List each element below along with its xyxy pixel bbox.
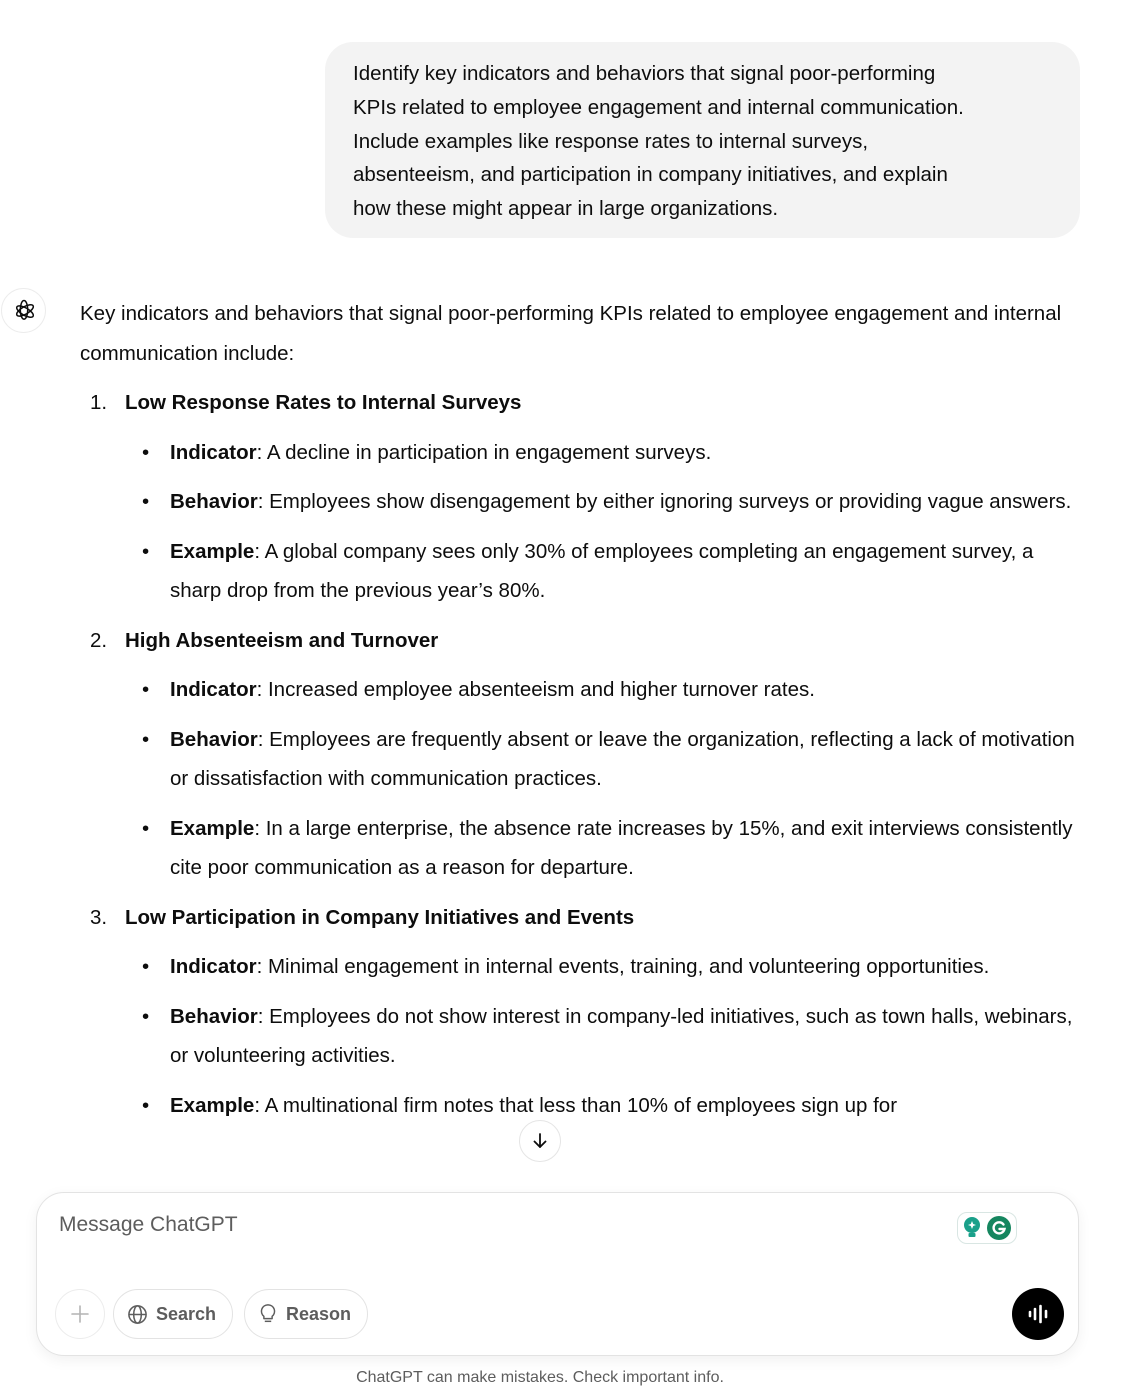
lightbulb-extension-icon[interactable] [962,1216,982,1240]
section-number: 3. [90,905,108,929]
user-message-line: how these might appear in large organizations. [353,197,779,221]
bullet-icon: • [142,440,150,464]
bullet-label: Behavior [170,1004,258,1028]
bullet-text: : Employees do not show interest in company-led initiatives, such as town halls, webinars, or volunteering activities. [170,1004,1073,1067]
section-title: Low Response Rates to Internal Surveys [125,391,522,414]
bullet-label: Behavior [170,490,258,513]
bullet-icon: • [142,816,150,840]
browser-extension-badges[interactable] [957,1212,1017,1244]
user-message-line: absenteeism, and participation in company initiatives, and explain [353,163,948,187]
bullet-icon: • [142,727,150,751]
section-item [80,383,1080,611]
voice-waveform-icon [1025,1301,1051,1327]
bullet-label: Example [170,816,255,840]
assistant-avatar [1,288,46,333]
section-item [80,898,1080,1126]
openai-logo-icon [10,297,38,325]
bullet-text: : Employees show disengagement by either ignoring surveys or providing vague answers. [257,490,1072,513]
assistant-intro: Key indicators and behaviors that signal poor-performing KPIs related to employee engagement and internal communication include: [80,302,1062,365]
section-number: 2. [90,628,108,652]
bullet-item [142,720,1080,799]
section-title: High Absenteeism and Turnover [125,628,439,652]
bullet-label: Example [170,539,255,563]
search-button-label: Search [156,1303,217,1324]
assistant-message [80,294,1080,1190]
scroll-to-bottom-button[interactable] [519,1120,561,1162]
lightbulb-icon [258,1303,278,1325]
user-message-bubble [325,42,1080,238]
bullet-icon: • [142,1004,150,1028]
bullet-text: : Minimal engagement in internal events, training, and volunteering opportunities. [256,955,990,978]
section-title: Low Participation in Company Initiatives and Events [125,905,635,929]
bullet-item [142,947,1080,987]
bullet-label: Behavior [170,727,258,751]
bullet-label: Indicator [170,440,257,464]
bullet-text: : Employees are frequently absent or leave the organization, reflecting a lack of motivation or dissatisfaction with communication practices. [170,727,1075,790]
bullet-icon: • [142,678,150,701]
message-input[interactable]: Message ChatGPT [59,1213,238,1236]
bullet-text: : A multinational firm notes that less than 10% of employees sign up for [254,1093,898,1117]
voice-mode-button[interactable] [1012,1288,1064,1340]
bullet-item [142,532,1080,611]
section-item [80,621,1080,888]
reason-button[interactable] [244,1289,368,1339]
section-number: 1. [90,391,108,414]
user-message-line: Include examples like response rates to internal surveys, [353,129,869,153]
bullet-item [142,1086,1080,1126]
message-composer [36,1192,1079,1356]
bullet-icon: • [142,1093,150,1117]
bullet-item [142,809,1080,888]
bullet-text: : A global company sees only 30% of employees completing an engagement survey, a sharp drop from the previous year’s 80%. [170,539,1034,602]
bullet-label: Example [170,1093,255,1117]
bullet-label: Indicator [170,678,257,701]
indicator-list [80,383,1080,1125]
user-message-line: Identify key indicators and behaviors that signal poor-performing [353,62,936,85]
bullet-text: : Increased employee absenteeism and higher turnover rates. [256,678,815,701]
arrow-down-icon [530,1131,550,1151]
grammarly-icon[interactable] [986,1215,1012,1241]
bullet-icon: • [142,490,150,513]
search-button[interactable] [113,1289,233,1339]
bullet-item [142,997,1080,1076]
bullet-item [142,482,1080,522]
bullet-item [142,670,1080,710]
disclaimer-text: ChatGPT can make mistakes. Check important info. [356,1369,724,1386]
attach-button[interactable] [55,1289,105,1339]
bullet-text: : In a large enterprise, the absence rate increases by 15%, and exit interviews consistently cite poor communication as a reason for departure. [170,816,1073,879]
bullet-text: : A decline in participation in engagement surveys. [256,440,712,464]
bullet-item [142,433,1080,473]
bullet-label: Indicator [170,955,257,978]
bullet-icon: • [142,539,150,563]
bullet-icon: • [142,955,150,978]
reason-button-label: Reason [286,1303,352,1324]
user-message-line: KPIs related to employee engagement and internal communication. [353,95,964,119]
plus-icon [69,1303,91,1325]
globe-icon [127,1304,148,1325]
